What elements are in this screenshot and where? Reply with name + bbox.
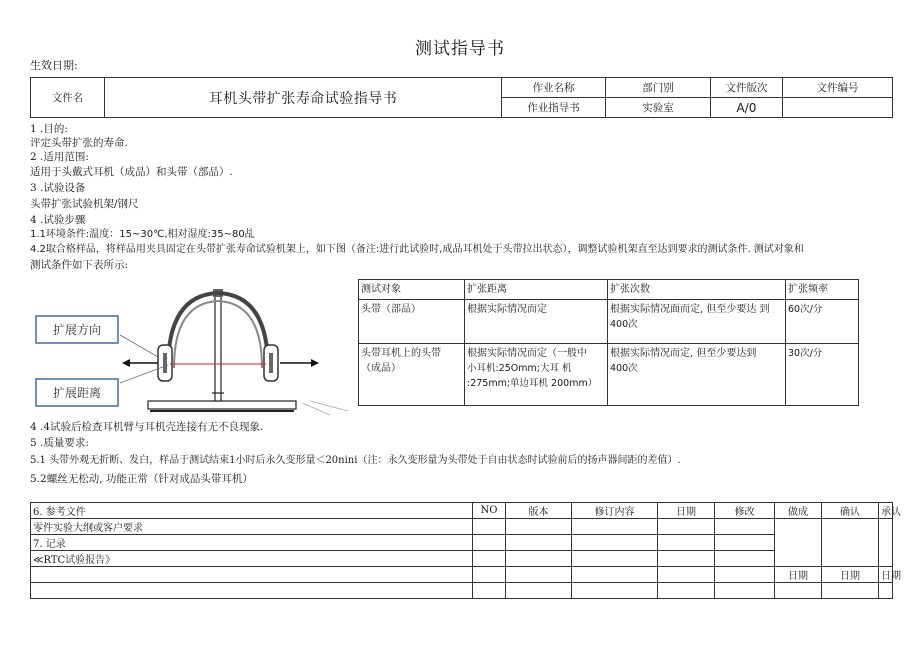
file-name-value: 耳机头带扩张寿命试验指导书: [105, 78, 502, 118]
row2-count-line1: 根据实际情况而定, 但至少要达到: [610, 348, 757, 359]
confirm-date-label: 日期: [822, 567, 879, 583]
section-1-text: 评定头带扩张的寿命.: [30, 137, 128, 149]
version-label: 文件版次: [711, 78, 783, 98]
test-conditions-table: [358, 279, 859, 406]
document-title: 测试指导书: [415, 39, 505, 59]
row2-object-line1: 头带耳机上的头带: [361, 348, 441, 359]
section-2-title: 2 .适用范围:: [30, 151, 89, 163]
section-5-2-text: 5.2螺丝无松动, 功能正常（针对成品头带耳机）: [30, 473, 253, 485]
direction-label: 扩展方向: [52, 323, 102, 337]
right-arrow-icon: [311, 359, 319, 367]
file-name-label: 文件名: [31, 78, 105, 118]
reference-text: 零件实验大纲或客户要求: [31, 519, 473, 535]
row2-count-line2: 400次: [610, 363, 638, 374]
col-modify: 修改: [715, 503, 775, 519]
row1-object: 头带（部品）: [359, 300, 465, 344]
approve-date-label: 日期: [879, 567, 893, 583]
version-value: A/0: [711, 98, 783, 118]
section-4-4-text: 4 .4试验后检查耳机臂与耳机壳连接有无不良现象.: [30, 421, 264, 433]
section-5-1-text: 5.1 头带外观无折断、发白，样品于测试结束1小时后永久变形量＜20nini（注：永久变形量为头带处于自由状态时试验前后的扬声器间距的差值）.: [30, 455, 681, 466]
department-label: 部门别: [606, 78, 711, 98]
table-row: [359, 300, 859, 344]
section-4-2-text: 4.2取合格样品，将样品用夹具固定在头带扩张寿命试验机架上，如下图（备注:进行此试验时,成品耳机处于头带拉出状态），调整试验机架直至达到要求的测试条件. 测试对象和: [30, 244, 804, 255]
col-confirm: 确认: [822, 503, 879, 519]
col-header-distance: 扩张距离: [465, 280, 608, 300]
header-info-table: [30, 77, 893, 118]
row1-count-line2: 400次: [610, 319, 638, 330]
test-rig-diagram: [30, 283, 348, 418]
col-no: NO: [473, 503, 506, 519]
section-4-2-text-cont: 测试条件如下表所示:: [30, 259, 129, 271]
row2-distance: [465, 344, 608, 406]
row1-count: [608, 300, 786, 344]
section-1-title: 1 .目的:: [30, 123, 68, 135]
file-no-label: 文件编号: [783, 78, 893, 98]
col-date: 日期: [658, 503, 715, 519]
col-made: 做成: [775, 503, 822, 519]
col-header-count: 扩张次数: [608, 280, 786, 300]
work-name-value: 作业指导书: [502, 98, 606, 118]
reference-title: 6. 参考文件: [31, 503, 473, 519]
row2-object: [359, 344, 465, 406]
row2-distance-line1: 根据实际情况而定（一般中: [467, 348, 587, 359]
col-revision: 修订内容: [572, 503, 658, 519]
col-version: 版本: [506, 503, 572, 519]
row2-object-line2: （成品）: [361, 363, 401, 374]
distance-label: 扩展距离: [52, 386, 102, 400]
file-no-value: [783, 98, 893, 118]
section-5-title: 5 .质量要求:: [30, 437, 89, 449]
row1-frequency: 60次/分: [786, 300, 859, 344]
footer-revision-table: [30, 502, 901, 599]
rig-base: [148, 401, 296, 409]
row2-frequency: 30次/分: [786, 344, 859, 406]
effective-date-label: 生效日期:: [30, 59, 78, 72]
left-arrow-icon: [122, 359, 130, 367]
record-title: 7. 记录: [31, 535, 473, 551]
table-row: [359, 344, 859, 406]
row1-distance: 根据实际情况而定: [465, 300, 608, 344]
section-2-text: 适用于头戴式耳机（成品）和头带（部品）.: [30, 166, 233, 178]
section-4-title: 4 .试验步骤: [30, 214, 86, 226]
section-4-1-text: 1.1环境条件:温度：15~30℃,相对湿度:35~80乩: [30, 229, 255, 240]
row2-count: [608, 344, 786, 406]
col-approve: 承认: [879, 503, 893, 519]
row1-count-line1: 根据实际情况面而定, 但至少要达 到: [610, 304, 770, 315]
department-value: 实验室: [606, 98, 711, 118]
made-date-label: 日期: [775, 567, 822, 583]
work-name-label: 作业名称: [502, 78, 606, 98]
rig-pole: [215, 293, 221, 401]
col-header-frequency: 扩张频率: [786, 280, 859, 300]
row2-distance-line3: :275mm;单边耳机 200mm）: [467, 378, 598, 389]
row2-distance-line2: 小耳机:25Omm;大耳 机: [467, 363, 572, 374]
section-3-title: 3 .试验设备: [30, 182, 86, 194]
col-header-object: 测试对象: [359, 280, 465, 300]
record-text: ≪RTC试验报告》: [31, 551, 473, 567]
section-3-text: 头带扩张试验机架/钢尺: [30, 198, 139, 210]
